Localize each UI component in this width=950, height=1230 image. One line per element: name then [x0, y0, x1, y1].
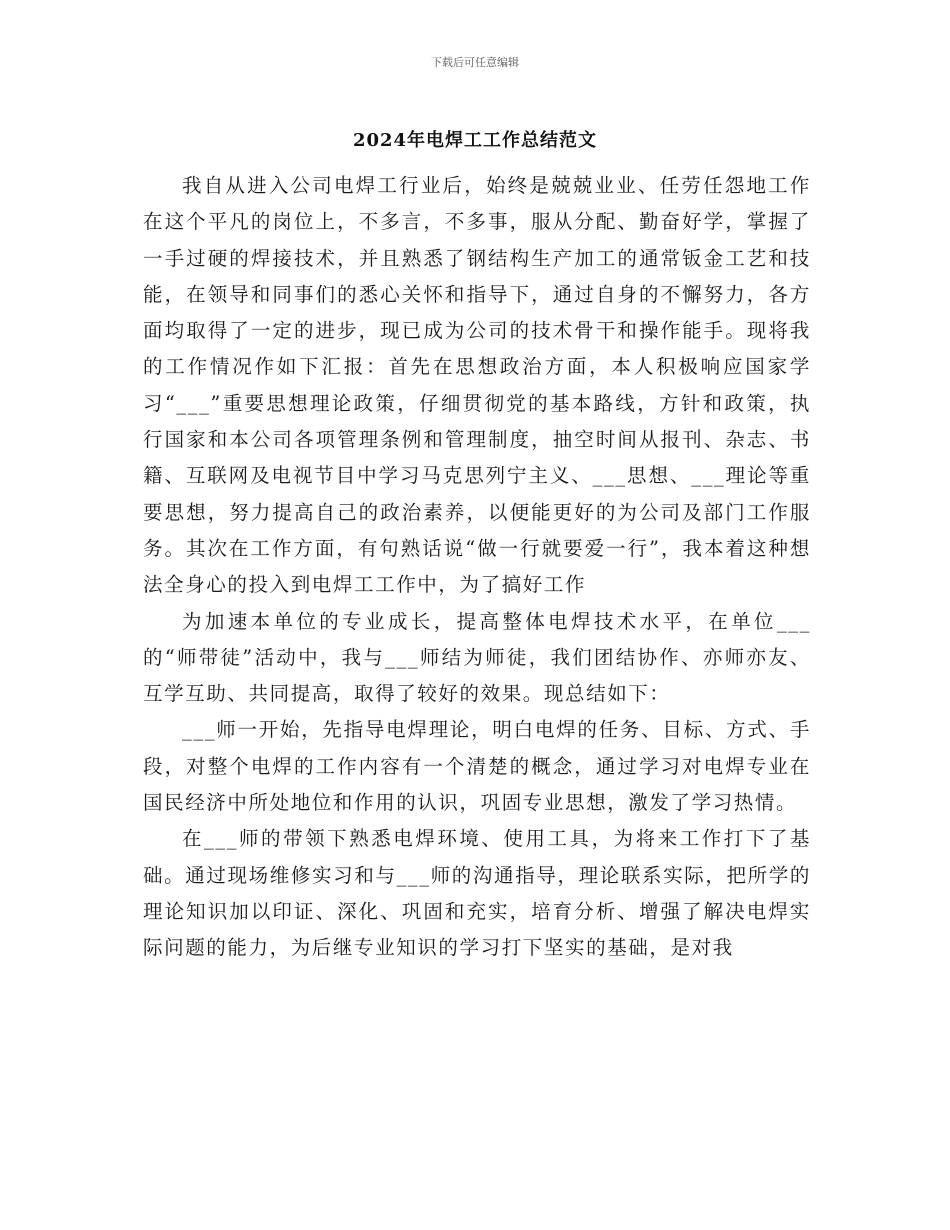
paragraph: 为加速本单位的专业成长，提高整体电焊技术水平，在单位___的“师带徒”活动中，我与___师结为师徒，我们团结协作、亦师亦友、互学互助、共同提高，取得了较好的效果。现总结如下：: [143, 609, 811, 706]
paragraph: 我自从进入公司电焊工行业后，始终是兢兢业业、任劳任怨地工作在这个平凡的岗位上，不多言，不多事，服从分配、勤奋好学，掌握了一手过硬的焊接技术，并且熟悉了钢结构生产加工的通常钣金工艺和技能，在领导和同事们的悉心关怀和指导下，通过自身的不懈努力，各方面均取得了一定的进步，现已成为公司的技术骨干和操作能手。现将我的工作情况作如下汇报：首先在思想政治方面，本人积极响应国家学习“___”重要思想理论政策，仔细贯彻党的基本路线，方针和政策，执行国家和本公司各项管理条例和管理制度，抽空时间从报刊、杂志、书籍、互联网及电视节目中学习马克思列宁主义、___思想、___理论等重要思想，努力提高自己的政治素养，以便能更好的为公司及部门工作服务。其次在工作方面，有句熟话说“做一行就要爱一行”，我本着这种想法全身心的投入到电焊工工作中，为了搞好工作: [143, 174, 811, 597]
paragraph: ___师一开始，先指导电焊理论，明白电焊的任务、目标、方式、手段，对整个电焊的工作内容有一个清楚的概念，通过学习对电焊专业在国民经济中所处地位和作用的认识，巩固专业思想，激发了学习热情。: [143, 718, 811, 815]
document-title: 2024年电焊工工作总结范文: [352, 130, 598, 151]
paragraph: 在___师的带领下熟悉电焊环境、使用工具，为将来工作打下了基础。通过现场维修实习和与___师的沟通指导，理论联系实际，把所学的理论知识加以印证、深化、巩固和充实，培育分析、增强了解决电焊实际问题的能力，为后继专业知识的学习打下坚实的基础，是对我: [143, 827, 811, 960]
document-body: [143, 168, 811, 967]
header-note: 下载后可任意编辑: [431, 56, 519, 69]
